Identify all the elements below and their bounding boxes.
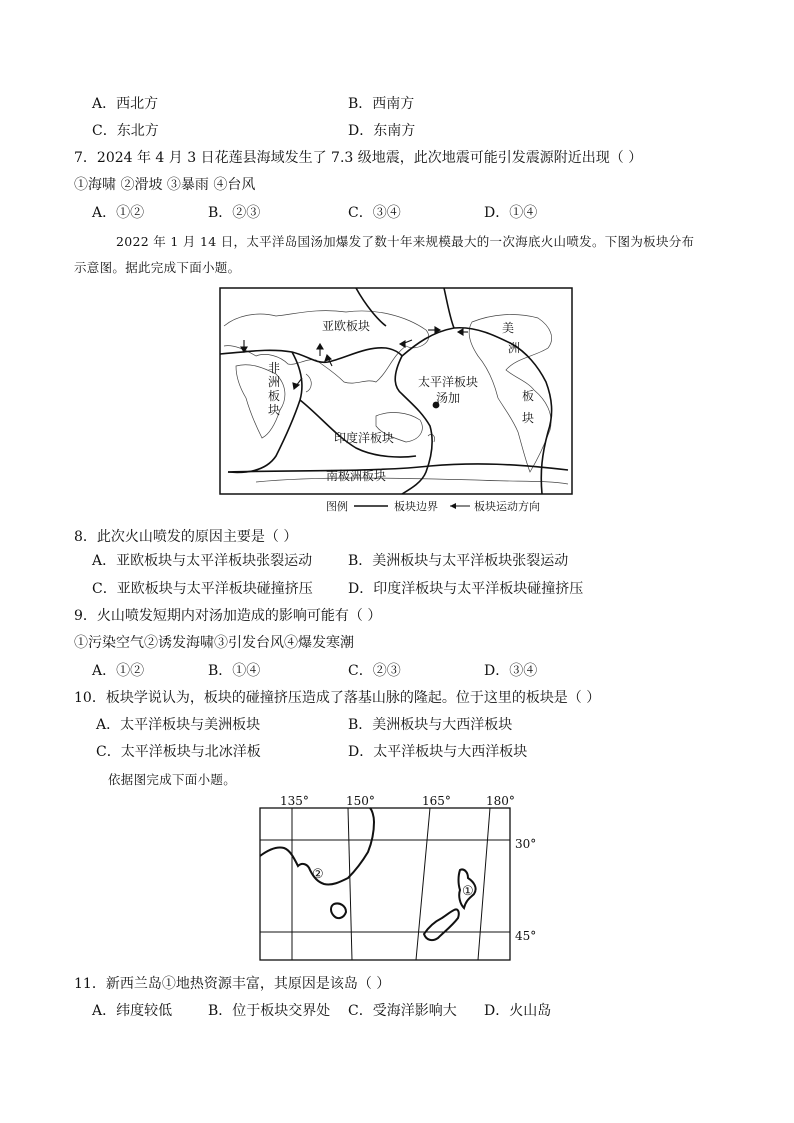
q9-stem: 9．火山喷发短期内对汤加造成的影响可能有（ ） [74,608,382,624]
legend-title: 图例 [326,500,348,513]
label-american-4: 块 [522,411,535,425]
q9-option-b: B．①④ [208,663,261,679]
mark-1: ① [462,884,474,899]
lon-label-180: 180° [486,794,515,808]
q10-stem: 10．板块学说认为，板块的碰撞挤压造成了落基山脉的隆起。位于这里的板块是（ ） [74,690,601,706]
label-eurasian-plate: 亚欧板块 [322,319,371,333]
q8-option-b: B．美洲板块与太平洋板块张裂运动 [348,553,569,569]
lat-label-30: 30° [515,837,537,851]
q11-option-c: C．受海洋影响大 [348,1003,457,1019]
q11-stem: 11．新西兰岛①地热资源丰富，其原因是该岛（ ） [74,976,391,992]
q9-option-c: C．②③ [348,663,401,679]
intro-paragraph-line1: 2022 年 1 月 14 日，太平洋岛国汤加爆发了数十年来规模最大的一次海底火山喷发。下图为板块分布 [116,234,695,249]
map-legend [326,499,540,513]
label-african-4: 块 [268,403,281,417]
q8-option-d: D．印度洋板块与太平洋板块碰撞挤压 [348,581,584,597]
new-zealand-map [254,792,544,966]
q7-option-b: B．②③ [208,205,261,221]
lat-label-45: 45° [515,929,537,943]
q7-option-a: A．①② [92,205,145,221]
label-tonga: 汤加 [436,391,461,405]
legend-motion: 板块运动方向 [474,500,540,513]
q6-option-a: A．西北方 [92,96,159,112]
q6-option-d: D．东南方 [348,123,416,139]
q9-items: ①污染空气②诱发海啸③引发台风④爆发寒潮 [74,635,354,651]
label-indian-plate: 印度洋板块 [334,431,395,445]
q6-option-b: B．西南方 [348,96,415,112]
label-pacific-plate: 太平洋板块 [418,375,479,389]
q8-option-c: C．亚欧板块与太平洋板块碰撞挤压 [92,581,313,597]
lon-label-165: 165° [422,794,451,808]
label-african-2: 洲 [268,375,281,389]
q7-items: ①海啸 ②滑坡 ③暴雨 ④台风 [74,177,256,193]
label-american-1: 美 [502,321,515,335]
q11-option-d: D．火山岛 [484,1003,552,1019]
intro-paragraph-line2: 示意图。据此完成下面小题。 [74,260,241,275]
q7-stem: 7．2024 年 4 月 3 日花莲县海域发生了 7.3 级地震，此次地震可能引发震源附近出现（ ） [74,150,643,166]
q8-option-a: A．亚欧板块与太平洋板块张裂运动 [92,553,313,569]
q11-option-a: A．纬度较低 [92,1003,173,1019]
label-american-3: 板 [522,389,535,403]
q6-option-c: C．东北方 [92,123,159,139]
legend-boundary: 板块边界 [394,500,438,513]
label-american-2: 洲 [508,341,521,355]
q9-option-d: D．③④ [484,663,538,679]
q10-option-c: C．太平洋板块与北冰洋板 [96,744,261,760]
lon-label-135: 135° [280,794,309,808]
lon-label-150: 150° [346,794,375,808]
q7-option-c: C．③④ [348,205,401,221]
plate-distribution-map [216,286,576,516]
q11-option-b: B．位于板块交界处 [208,1003,331,1019]
label-african-3: 板 [268,389,281,403]
q10-option-a: A．太平洋板块与美洲板块 [96,717,261,733]
q10-option-d: D．太平洋板块与大西洋板块 [348,744,528,760]
q9-option-a: A．①② [92,663,145,679]
q8-stem: 8．此次火山喷发的原因主要是（ ） [74,529,298,545]
label-antarctic-plate: 南极洲板块 [326,469,387,483]
q7-option-d: D．①④ [484,205,538,221]
q10-option-b: B．美洲板块与大西洋板块 [348,717,513,733]
mark-2: ② [312,867,324,882]
label-african-1: 非 [268,361,281,375]
intro-figure-2: 依据图完成下面小题。 [108,772,237,787]
